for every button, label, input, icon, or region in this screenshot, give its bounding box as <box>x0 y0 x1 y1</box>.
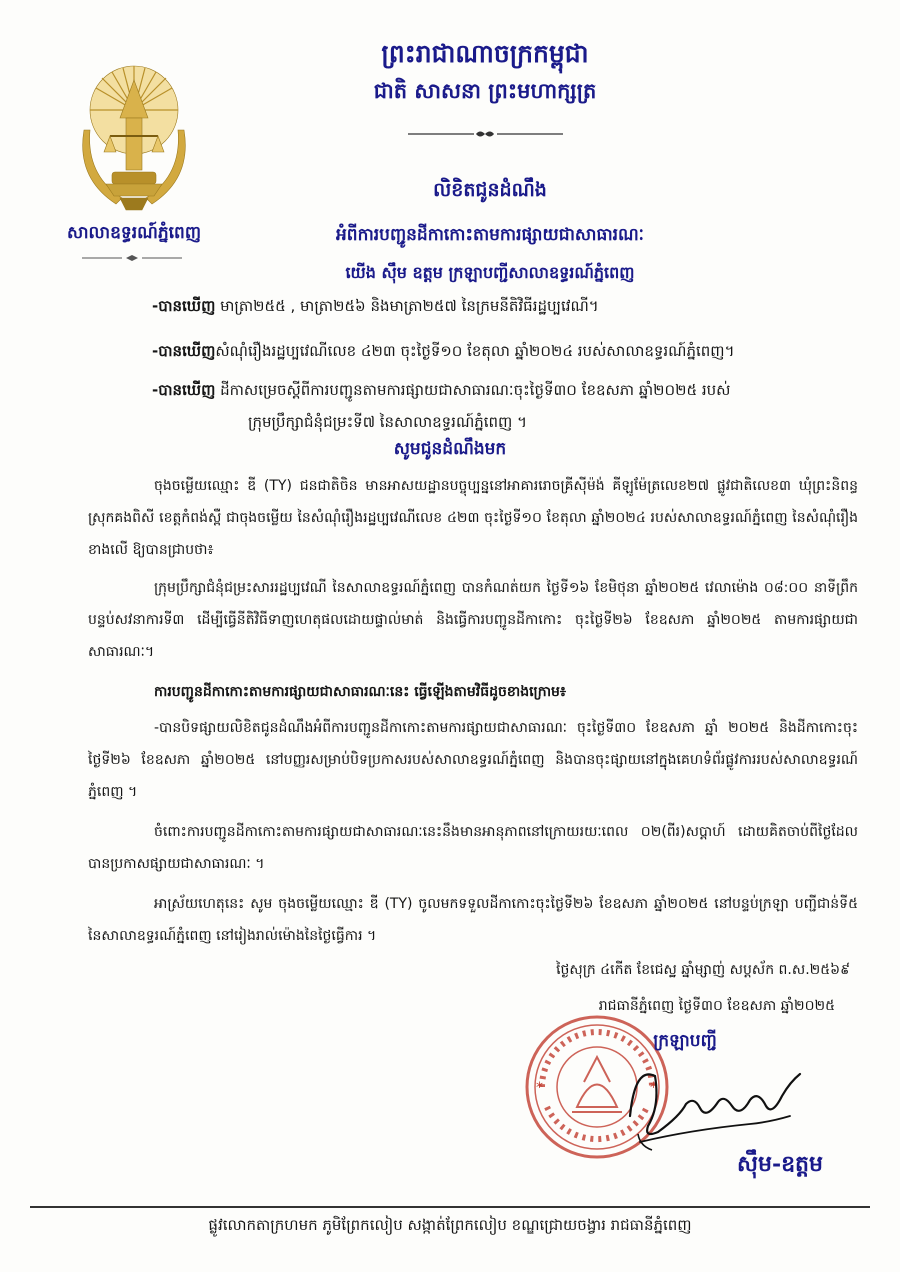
court-emblem-icon <box>76 60 192 220</box>
body-paragraph-method-heading: ការបញ្ជូនដីកាកោះតាមការផ្សាយជាសាធារណៈនេះ ធ្វើឡើងតាមវិធីដូចខាងក្រោម៖ <box>154 684 567 700</box>
seen-clause-1 <box>152 290 852 322</box>
court-name: សាលាឧទ្ធរណ៍ភ្នំពេញ <box>66 223 202 243</box>
issue-date: រាជធានីភ្នំពេញ ថ្ងៃទី៣០ ខែឧសភា ឆ្នាំ២០២៥ <box>598 998 835 1014</box>
seen-clause-3-continued: ក្រុមប្រឹក្សាជំនុំជម្រះទី៧ នៃសាលាឧទ្ធរណ៍ភ្នំពេញ ។ <box>248 413 527 431</box>
body-paragraph-request: អាស្រ័យហេតុនេះ សូម ចុងចម្លើយឈ្មោះ ឌី (TY) ចូលមកទទួលដីកាកោះចុះថ្ងៃទី២៦ ខែឧសភា ឆ្នាំ២០២៥ នៅបន្ទប់ក្រឡា បញ្ជីជាន់ទី៥ នៃសាលាឧទ្ធរណ៍ភ្នំពេញ នៅរៀងរាល់ម៉ោងនៃថ្ងៃធ្វើការ ។ <box>88 896 858 944</box>
body-paragraph-posting: -បានបិទផ្សាយលិខិតជូនដំណឹងអំពីការបញ្ជូនដីកាកោះតាមការផ្សាយជាសាធារណៈ ចុះថ្ងៃទី៣០ ខែឧសភា ឆ្នាំ ២០២៥ និងដីកាកោះចុះថ្ងៃទី២៦ ខែឧសភា ឆ្នាំ២០២៥ នៅបញ្ញរសម្រាប់បិទប្រកាសរបស់សាលាឧទ្ធរណ៍ភ្នំពេញ និងបានចុះផ្សាយនៅក្នុងគេហទំព័រផ្លូវការរបស់សាលាឧទ្ធរណ៍ភ្នំពេញ ។ <box>88 720 858 800</box>
footer-address: ផ្លូវលោកតាក្រហមក ភូមិព្រែកលៀប សង្កាត់ព្រែកលៀប ខណ្ឌជ្រោយចង្វារ រាជធានីភ្នំពេញ <box>208 1216 692 1234</box>
seen-lead: -បានឃើញ <box>152 381 216 399</box>
notify-heading: សូមជូនដំណឹងមក <box>393 439 507 459</box>
issuer-line: យើង ស៊ឹម ឧត្តម ក្រឡាបញ្ជីសាលាឧទ្ធរណ៍ភ្នំពេញ <box>345 263 635 282</box>
national-motto: ជាតិ សាសនា ព្រះមហាក្សត្រ <box>373 78 597 103</box>
kingdom-heading: ព្រះរាជាណាចក្រកម្ពុជា <box>381 39 589 68</box>
body-paragraph-effect: ចំពោះការបញ្ជូនដីកាកោះតាមការផ្សាយជាសាធារណៈនេះនឹងមានអានុភាពនៅក្រោយរយៈពេល ០២(ពីរ)សប្តាហ៍ ដោយគិតចាប់ពីថ្ងៃដែលបានប្រកាសផ្សាយជាសាធារណៈ ។ <box>88 824 858 872</box>
lunar-date: ថ្ងៃសុក្រ ៤កើត ខែជេស្ឋ ឆ្នាំម្សាញ់ សប្តស័ក ព.ស.២៥៦៩ <box>556 962 850 978</box>
seen-clause-3 <box>152 374 852 406</box>
footer-rule <box>30 1206 870 1208</box>
body-paragraph-defendant: ចុងចម្លើយឈ្មោះ ឌី (TY) ជនជាតិចិន មានអាសយដ្ឋានបច្ចុប្បន្ននៅអាគាររោចគ្រីស៊ីម៉ង់ គីឡូម៉ែត្រលេខ២៧ ផ្លូវជាតិលេខ៣ ឃុំព្រះនិពន្ធ ស្រុកគងពិសី ខេត្តកំពង់ស្ពឺ ជាចុងចម្លើយ នៃសំណុំរឿងរដ្ឋប្បវេណីលេខ ៤២៣ ចុះថ្ងៃទី១០ ខែតុលា ឆ្នាំ២០២៤ របស់សាលាឧទ្ធរណ៍ភ្នំពេញ នៃសំណុំរឿងខាងលើ ឱ្យបានជ្រាបថា៖ <box>88 478 858 558</box>
seen-text: ដីកាសម្រេចស្តីពីការបញ្ជូនតាមការផ្សាយជាសាធារណៈចុះថ្ងៃទី៣០ ខែឧសភា ឆ្នាំ២០២៥ របស់ <box>215 381 731 399</box>
svg-text:*: * <box>650 1080 657 1096</box>
document-subject: អំពីការបញ្ជូនដីកាកោះតាមការផ្សាយជាសាធារណៈ <box>335 225 644 245</box>
svg-text:*: * <box>536 1080 543 1096</box>
signer-title: ក្រឡាបញ្ជី <box>653 1031 717 1051</box>
seen-lead: -បានឃើញ <box>152 342 216 360</box>
handwritten-signature-icon <box>600 1046 820 1156</box>
seen-text: សំណុំរឿងរដ្ឋប្បវេណីលេខ ៤២៣ ចុះថ្ងៃទី១០ ខែតុលា ឆ្នាំ២០២៤ របស់សាលាឧទ្ធរណ៍ភ្នំពេញ។ <box>215 342 735 360</box>
divider-ornament-icon <box>82 254 182 262</box>
seen-lead: -បានឃើញ <box>152 297 216 315</box>
seen-text: មាត្រា២៥៥ , មាត្រា២៥៦ និងមាត្រា២៥៧ នៃក្រមនីតិវិធីរដ្ឋប្បវេណី។ <box>215 297 599 315</box>
seen-clause-2 <box>152 335 872 367</box>
signer-name: ស៊ឹម-ឧត្តម <box>737 1151 823 1177</box>
header-ornament-icon <box>408 128 563 140</box>
body-paragraph-hearing: ក្រុមប្រឹក្សាជំនុំជម្រះសាររដ្ឋប្បវេណី នៃសាលាឧទ្ធរណ៍ភ្នំពេញ បានកំណត់យក ថ្ងៃទី១៦ ខែមិថុនា ឆ្នាំ២០២៥ វេលាម៉ោង ០៨:០០ នាទីព្រឹក បន្ទប់សវនាការទី៣ ដើម្បីធ្វើនីតិវិធីទាញហេតុផលដោយផ្ទាល់មាត់ និងធ្វើការបញ្ជូនដីកាកោះ ចុះថ្ងៃទី២៦ ខែឧសភា ឆ្នាំ២០២៥ តាមការផ្សាយជាសាធារណៈ។ <box>88 580 858 660</box>
document-title: លិខិតជូនដំណឹង <box>433 179 547 201</box>
